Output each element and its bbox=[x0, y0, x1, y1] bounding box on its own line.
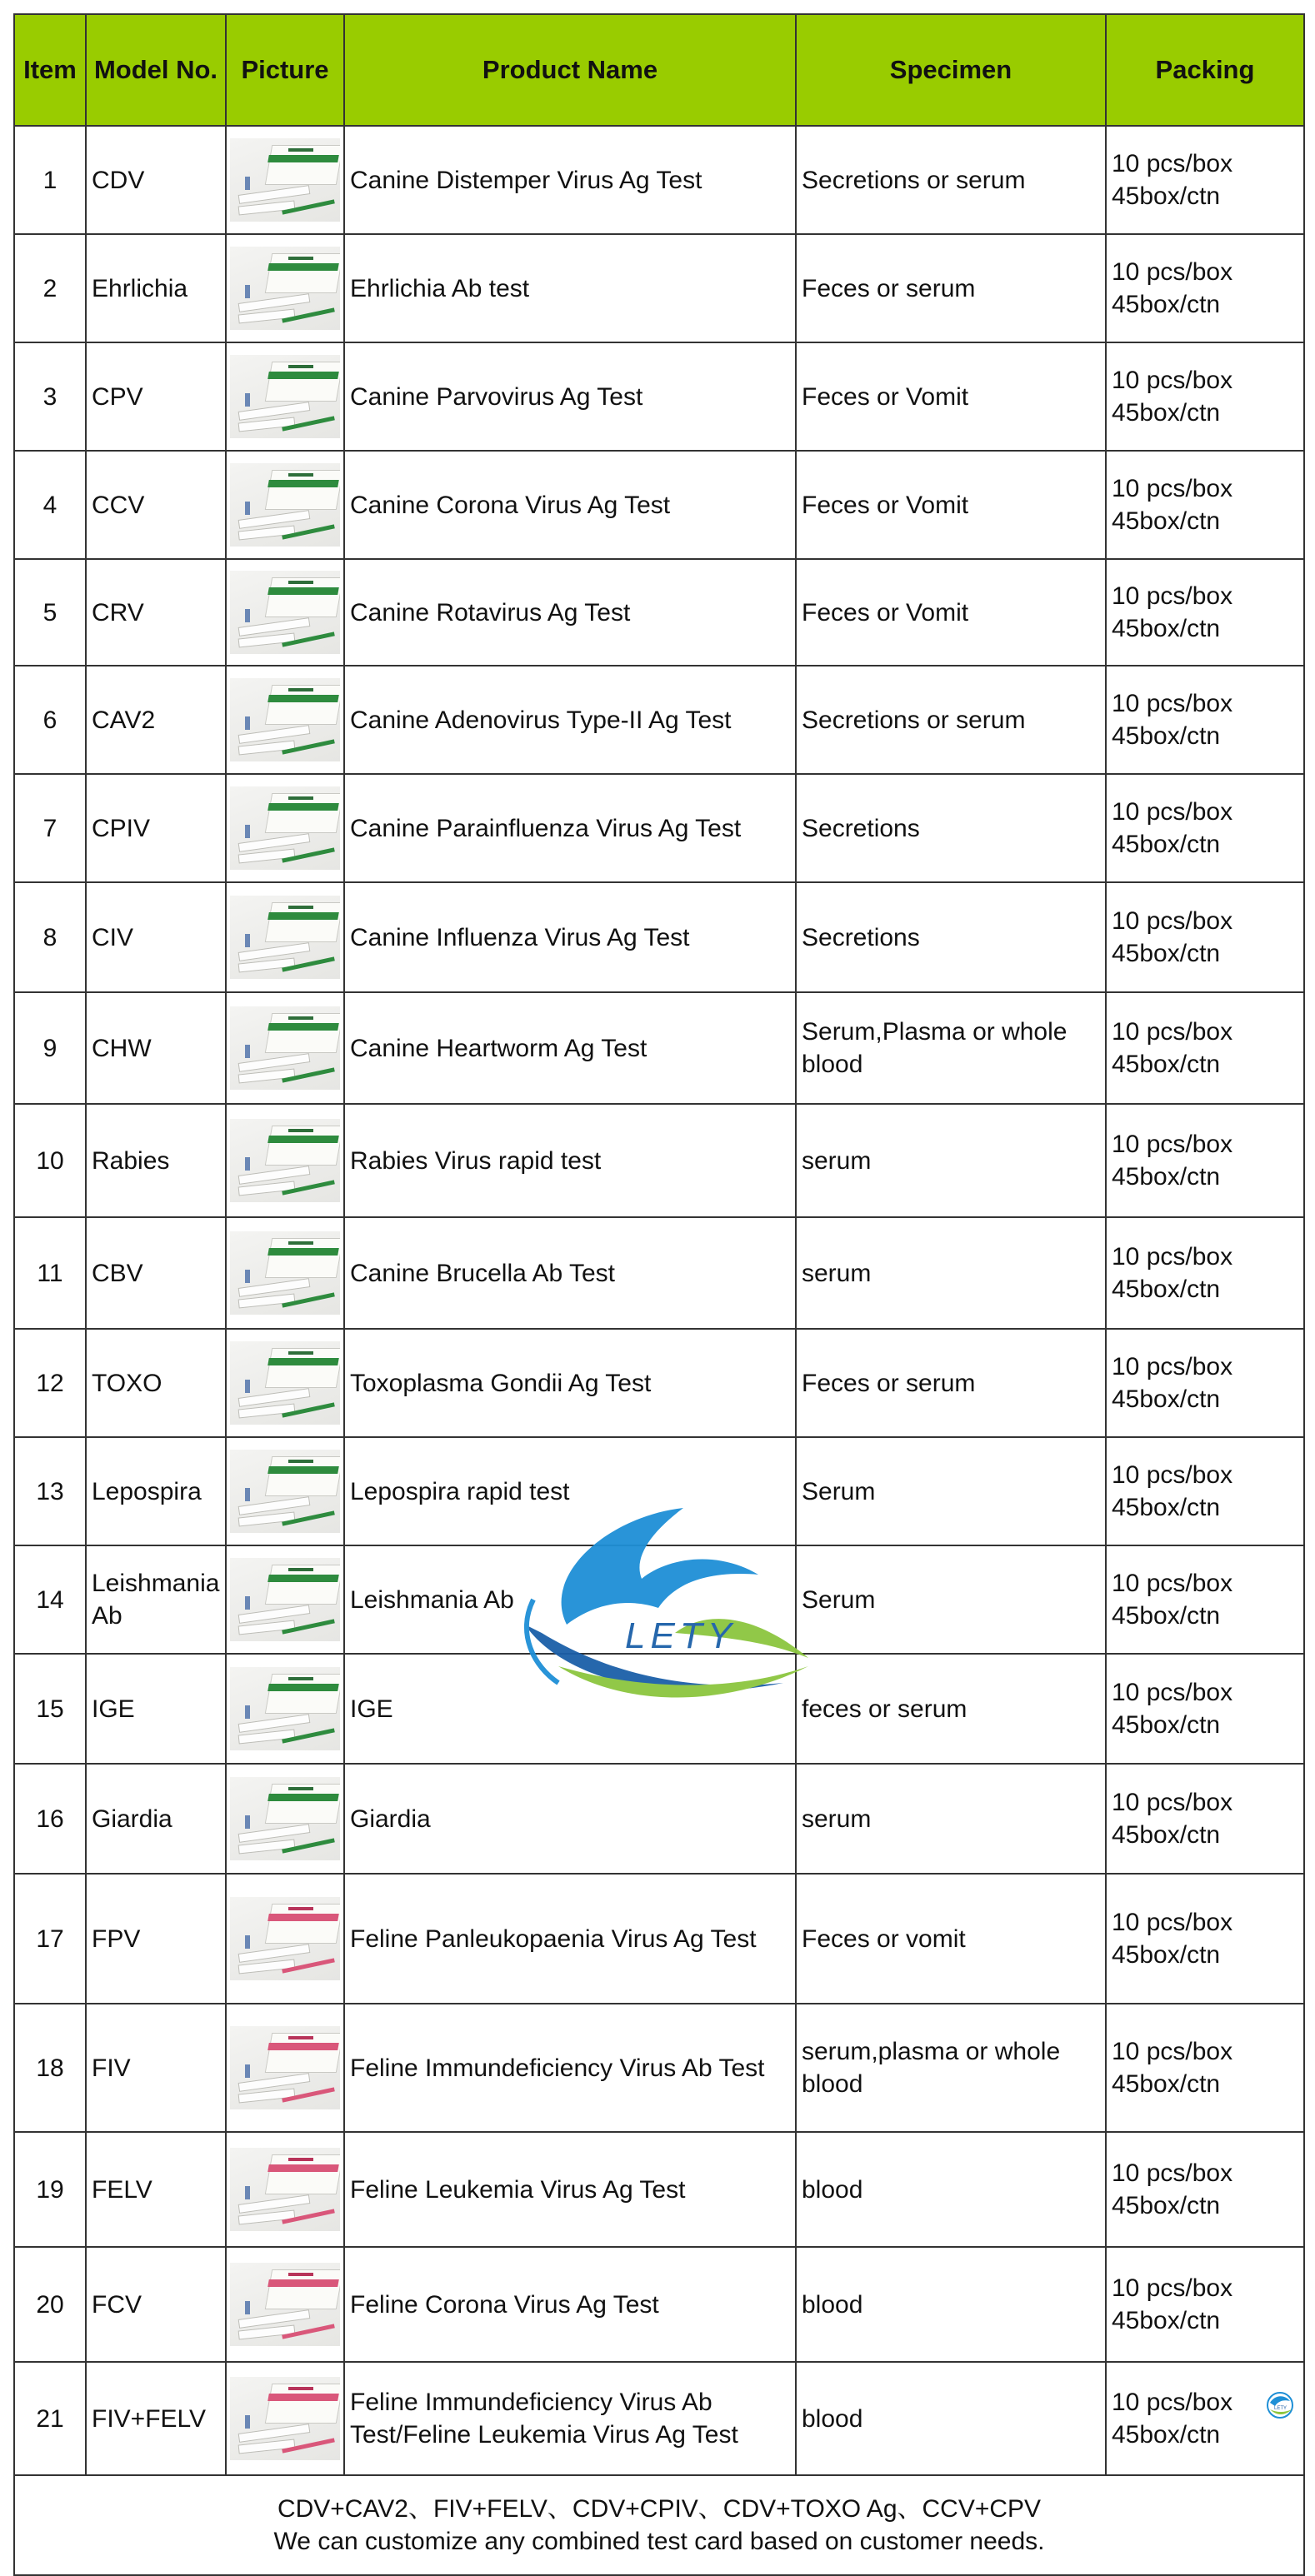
test-kit-image bbox=[230, 1341, 340, 1425]
packing bbox=[1106, 774, 1304, 882]
item-number: 13 bbox=[14, 1437, 86, 1545]
packing bbox=[1106, 2132, 1304, 2247]
test-kit-image bbox=[230, 678, 340, 761]
packing-per-carton: 45box/ctn bbox=[1112, 1602, 1221, 1630]
product-name: Lepospira rapid test bbox=[344, 1437, 796, 1545]
test-kit-image bbox=[230, 1231, 340, 1315]
model-number: CIV bbox=[86, 882, 226, 992]
table-row bbox=[14, 342, 1304, 451]
model-number: IGE bbox=[86, 1654, 226, 1764]
product-name: Canine Distemper Virus Ag Test bbox=[344, 126, 796, 234]
test-kit-image bbox=[230, 247, 340, 330]
table-row bbox=[14, 126, 1304, 234]
product-name: Toxoplasma Gondii Ag Test bbox=[344, 1329, 796, 1437]
product-name: Rabies Virus rapid test bbox=[344, 1104, 796, 1217]
table-row bbox=[14, 2247, 1304, 2362]
specimen: Serum,Plasma or whole blood bbox=[796, 992, 1106, 1104]
product-picture bbox=[226, 1437, 344, 1545]
specimen: Feces or Vomit bbox=[796, 451, 1106, 559]
test-kit-image bbox=[230, 2377, 340, 2460]
corner-logo-text: LETY bbox=[1274, 2406, 1288, 2411]
item-number: 11 bbox=[14, 1217, 86, 1329]
packing-per-box: 10 pcs/box bbox=[1112, 1353, 1233, 1380]
specimen: blood bbox=[796, 2132, 1106, 2247]
model-number: CPV bbox=[86, 342, 226, 451]
test-kit-image bbox=[230, 896, 340, 979]
packing-per-carton: 45box/ctn bbox=[1112, 615, 1221, 642]
specimen: Feces or serum bbox=[796, 234, 1106, 342]
packing bbox=[1106, 234, 1304, 342]
packing bbox=[1106, 1545, 1304, 1654]
product-picture bbox=[226, 1545, 344, 1654]
packing-per-box: 10 pcs/box bbox=[1112, 150, 1233, 177]
product-name: Feline Immundeficiency Virus Ab Test bbox=[344, 2004, 796, 2132]
packing-per-carton: 45box/ctn bbox=[1112, 1941, 1221, 1969]
packing bbox=[1106, 882, 1304, 992]
model-number: FELV bbox=[86, 2132, 226, 2247]
packing bbox=[1106, 342, 1304, 451]
test-kit-image bbox=[230, 1667, 340, 1750]
specimen: Feces or vomit bbox=[796, 1874, 1106, 2004]
watermark-text: LETY bbox=[625, 1615, 738, 1656]
test-kit-image bbox=[230, 1558, 340, 1641]
packing-per-box: 10 pcs/box bbox=[1112, 1570, 1233, 1597]
packing-per-box: 10 pcs/box bbox=[1112, 2274, 1233, 2302]
packing bbox=[1106, 1437, 1304, 1545]
table-row bbox=[14, 666, 1304, 774]
test-kit-image bbox=[230, 2026, 340, 2109]
product-picture bbox=[226, 882, 344, 992]
packing-per-carton: 45box/ctn bbox=[1112, 1494, 1221, 1521]
packing-per-carton: 45box/ctn bbox=[1112, 831, 1221, 858]
product-picture bbox=[226, 1874, 344, 2004]
table-row bbox=[14, 559, 1304, 666]
header-row bbox=[14, 14, 1304, 126]
item-number: 14 bbox=[14, 1545, 86, 1654]
header-product-name: Product Name bbox=[344, 14, 796, 126]
packing-per-carton: 45box/ctn bbox=[1112, 722, 1221, 750]
model-number: FPV bbox=[86, 1874, 226, 2004]
packing-per-box: 10 pcs/box bbox=[1112, 798, 1233, 826]
product-picture bbox=[226, 1764, 344, 1874]
packing bbox=[1106, 559, 1304, 666]
packing bbox=[1106, 1329, 1304, 1437]
specimen: feces or serum bbox=[796, 1654, 1106, 1764]
product-picture bbox=[226, 2004, 344, 2132]
product-picture bbox=[226, 1217, 344, 1329]
test-kit-image bbox=[230, 571, 340, 654]
model-number: TOXO bbox=[86, 1329, 226, 1437]
test-kit-image bbox=[230, 463, 340, 547]
product-picture bbox=[226, 774, 344, 882]
product-picture bbox=[226, 451, 344, 559]
specimen: Secretions bbox=[796, 882, 1106, 992]
table-body bbox=[14, 126, 1304, 2475]
product-picture bbox=[226, 666, 344, 774]
packing-per-box: 10 pcs/box bbox=[1112, 690, 1233, 717]
product-picture bbox=[226, 2362, 344, 2475]
test-kit-image bbox=[230, 1450, 340, 1533]
model-number: Ehrlichia bbox=[86, 234, 226, 342]
packing bbox=[1106, 126, 1304, 234]
product-name: Feline Panleukopaenia Virus Ag Test bbox=[344, 1874, 796, 2004]
header-packing: Packing bbox=[1106, 14, 1304, 126]
item-number: 16 bbox=[14, 1764, 86, 1874]
packing-per-carton: 45box/ctn bbox=[1112, 2307, 1221, 2334]
table-row bbox=[14, 2004, 1304, 2132]
product-name: Feline Corona Virus Ag Test bbox=[344, 2247, 796, 2362]
packing-per-box: 10 pcs/box bbox=[1112, 1018, 1233, 1046]
specimen: Secretions or serum bbox=[796, 126, 1106, 234]
packing bbox=[1106, 1874, 1304, 2004]
product-picture bbox=[226, 126, 344, 234]
specimen: serum bbox=[796, 1764, 1106, 1874]
model-number: CPIV bbox=[86, 774, 226, 882]
product-picture bbox=[226, 342, 344, 451]
table-row bbox=[14, 234, 1304, 342]
test-kit-image bbox=[230, 2263, 340, 2346]
packing-per-carton: 45box/ctn bbox=[1112, 2192, 1221, 2219]
packing bbox=[1106, 1217, 1304, 1329]
item-number: 8 bbox=[14, 882, 86, 992]
footer-custom-note: We can customize any combined test card based on customer needs. bbox=[273, 2528, 1045, 2555]
test-kit-image bbox=[230, 1777, 340, 1860]
test-kit-image bbox=[230, 2148, 340, 2231]
product-name: Leishmania Ab bbox=[344, 1545, 796, 1654]
header-model: Model No. bbox=[86, 14, 226, 126]
test-kit-image bbox=[230, 1006, 340, 1090]
product-name: Canine Adenovirus Type-II Ag Test bbox=[344, 666, 796, 774]
lety-watermark-logo bbox=[508, 1500, 817, 1716]
specimen: Serum bbox=[796, 1545, 1106, 1654]
packing-per-box: 10 pcs/box bbox=[1112, 1461, 1233, 1489]
table-row bbox=[14, 1874, 1304, 2004]
product-name: Canine Influenza Virus Ag Test bbox=[344, 882, 796, 992]
item-number: 10 bbox=[14, 1104, 86, 1217]
table-row bbox=[14, 882, 1304, 992]
product-name: Feline Immundeficiency Virus Ab Test/Feline Leukemia Virus Ag Test bbox=[344, 2362, 796, 2475]
product-picture bbox=[226, 992, 344, 1104]
item-number: 4 bbox=[14, 451, 86, 559]
specimen: blood bbox=[796, 2247, 1106, 2362]
packing-per-carton: 45box/ctn bbox=[1112, 940, 1221, 967]
packing-per-box: 10 pcs/box bbox=[1112, 907, 1233, 935]
product-table bbox=[13, 13, 1305, 2576]
packing-per-carton: 45box/ctn bbox=[1112, 1711, 1221, 1739]
packing-per-carton: 45box/ctn bbox=[1112, 1051, 1221, 1078]
product-name: Canine Heartworm Ag Test bbox=[344, 992, 796, 1104]
packing bbox=[1106, 1654, 1304, 1764]
table-row bbox=[14, 2362, 1304, 2475]
product-name: Canine Brucella Ab Test bbox=[344, 1217, 796, 1329]
packing bbox=[1106, 666, 1304, 774]
packing-per-carton: 45box/ctn bbox=[1112, 1385, 1221, 1413]
product-picture bbox=[226, 1329, 344, 1437]
footer-row bbox=[14, 2475, 1304, 2575]
table-row bbox=[14, 1104, 1304, 1217]
packing-per-box: 10 pcs/box bbox=[1112, 1679, 1233, 1706]
test-kit-image bbox=[230, 786, 340, 870]
model-number: CCV bbox=[86, 451, 226, 559]
specimen: serum bbox=[796, 1217, 1106, 1329]
model-number: CHW bbox=[86, 992, 226, 1104]
test-kit-image bbox=[230, 1897, 340, 1980]
packing-per-carton: 45box/ctn bbox=[1112, 507, 1221, 535]
table-row bbox=[14, 992, 1304, 1104]
packing-per-box: 10 pcs/box bbox=[1112, 1131, 1233, 1158]
product-picture bbox=[226, 2247, 344, 2362]
packing-per-box: 10 pcs/box bbox=[1112, 2038, 1233, 2065]
model-number: CAV2 bbox=[86, 666, 226, 774]
packing-per-box: 10 pcs/box bbox=[1112, 2159, 1233, 2187]
packing-per-carton: 45box/ctn bbox=[1112, 1163, 1221, 1191]
specimen: Secretions bbox=[796, 774, 1106, 882]
table-row bbox=[14, 451, 1304, 559]
specimen: serum bbox=[796, 1104, 1106, 1217]
packing-per-carton: 45box/ctn bbox=[1112, 1821, 1221, 1849]
test-kit-image bbox=[230, 138, 340, 222]
specimen: Feces or Vomit bbox=[796, 559, 1106, 666]
item-number: 7 bbox=[14, 774, 86, 882]
table-row bbox=[14, 1329, 1304, 1437]
footer-combos: CDV+CAV2、FIV+FELV、CDV+CPIV、CDV+TOXO Ag、CCV+CPV bbox=[277, 2495, 1042, 2523]
product-picture bbox=[226, 2132, 344, 2247]
specimen: Feces or Vomit bbox=[796, 342, 1106, 451]
product-name: Canine Parvovirus Ag Test bbox=[344, 342, 796, 451]
model-number: CRV bbox=[86, 559, 226, 666]
product-picture bbox=[226, 234, 344, 342]
packing-per-carton: 45box/ctn bbox=[1112, 399, 1221, 427]
product-name: Canine Parainfluenza Virus Ag Test bbox=[344, 774, 796, 882]
model-number: Giardia bbox=[86, 1764, 226, 1874]
item-number: 18 bbox=[14, 2004, 86, 2132]
model-number: Rabies bbox=[86, 1104, 226, 1217]
item-number: 1 bbox=[14, 126, 86, 234]
item-number: 12 bbox=[14, 1329, 86, 1437]
item-number: 3 bbox=[14, 342, 86, 451]
packing-per-box: 10 pcs/box bbox=[1112, 258, 1233, 286]
product-name: Giardia bbox=[344, 1764, 796, 1874]
test-kit-image bbox=[230, 1119, 340, 1202]
specimen: Secretions or serum bbox=[796, 666, 1106, 774]
table-row bbox=[14, 1217, 1304, 1329]
specimen: Feces or serum bbox=[796, 1329, 1106, 1437]
packing bbox=[1106, 451, 1304, 559]
packing-per-box: 10 pcs/box bbox=[1112, 582, 1233, 610]
packing-per-box: 10 pcs/box bbox=[1112, 1789, 1233, 1816]
item-number: 21 bbox=[14, 2362, 86, 2475]
header-picture: Picture bbox=[226, 14, 344, 126]
model-number: FIV+FELV bbox=[86, 2362, 226, 2475]
item-number: 6 bbox=[14, 666, 86, 774]
packing bbox=[1106, 1764, 1304, 1874]
item-number: 19 bbox=[14, 2132, 86, 2247]
product-name: IGE bbox=[344, 1654, 796, 1764]
product-name: Ehrlichia Ab test bbox=[344, 234, 796, 342]
packing bbox=[1106, 2004, 1304, 2132]
packing bbox=[1106, 992, 1304, 1104]
packing bbox=[1106, 2247, 1304, 2362]
table-row bbox=[14, 2132, 1304, 2247]
packing-per-box: 10 pcs/box bbox=[1112, 1243, 1233, 1271]
corner-lety-logo bbox=[1263, 2391, 1297, 2419]
product-picture bbox=[226, 559, 344, 666]
product-picture bbox=[226, 1104, 344, 1217]
item-number: 20 bbox=[14, 2247, 86, 2362]
footer-note bbox=[14, 2475, 1304, 2575]
table-row bbox=[14, 1764, 1304, 1874]
header-specimen: Specimen bbox=[796, 14, 1106, 126]
model-number: CDV bbox=[86, 126, 226, 234]
model-number: FIV bbox=[86, 2004, 226, 2132]
product-picture bbox=[226, 1654, 344, 1764]
packing-per-carton: 45box/ctn bbox=[1112, 2070, 1221, 2098]
header-item: Item bbox=[14, 14, 86, 126]
packing-per-box: 10 pcs/box bbox=[1112, 2389, 1233, 2416]
packing-per-box: 10 pcs/box bbox=[1112, 367, 1233, 394]
packing-per-carton: 45box/ctn bbox=[1112, 2421, 1221, 2449]
item-number: 5 bbox=[14, 559, 86, 666]
model-number: Lepospira bbox=[86, 1437, 226, 1545]
item-number: 15 bbox=[14, 1654, 86, 1764]
packing-per-carton: 45box/ctn bbox=[1112, 182, 1221, 210]
specimen: Serum bbox=[796, 1437, 1106, 1545]
packing-per-box: 10 pcs/box bbox=[1112, 475, 1233, 502]
item-number: 2 bbox=[14, 234, 86, 342]
product-name: Canine Corona Virus Ag Test bbox=[344, 451, 796, 559]
item-number: 17 bbox=[14, 1874, 86, 2004]
specimen: serum,plasma or whole blood bbox=[796, 2004, 1106, 2132]
model-number: Leishmania Ab bbox=[86, 1545, 226, 1654]
packing-per-carton: 45box/ctn bbox=[1112, 291, 1221, 318]
product-name: Canine Rotavirus Ag Test bbox=[344, 559, 796, 666]
model-number: CBV bbox=[86, 1217, 226, 1329]
specimen: blood bbox=[796, 2362, 1106, 2475]
product-name: Feline Leukemia Virus Ag Test bbox=[344, 2132, 796, 2247]
packing-per-carton: 45box/ctn bbox=[1112, 1276, 1221, 1303]
packing-per-box: 10 pcs/box bbox=[1112, 1909, 1233, 1936]
packing bbox=[1106, 1104, 1304, 1217]
test-kit-image bbox=[230, 355, 340, 438]
item-number: 9 bbox=[14, 992, 86, 1104]
model-number: FCV bbox=[86, 2247, 226, 2362]
table-row bbox=[14, 774, 1304, 882]
